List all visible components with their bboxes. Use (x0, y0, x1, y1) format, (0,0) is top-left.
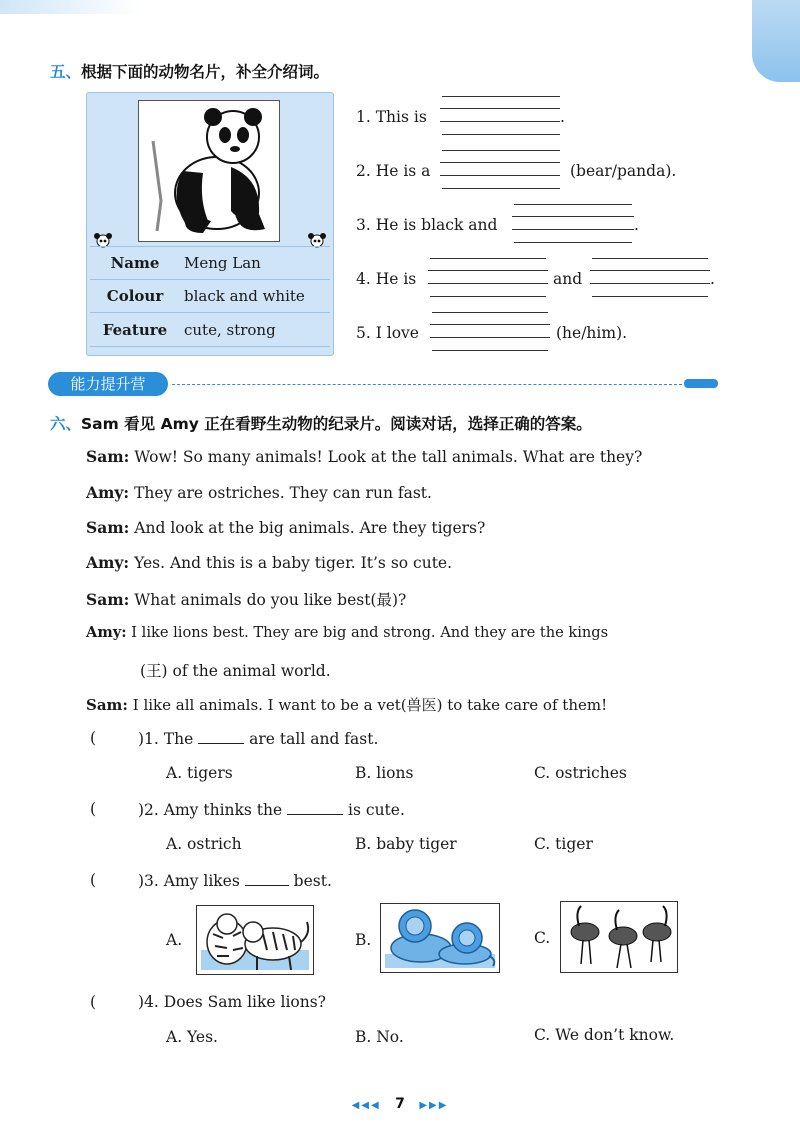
card-value: cute, strong (184, 321, 276, 339)
option-b[interactable]: B. (355, 931, 372, 949)
answer-line (428, 270, 548, 271)
answer-line (442, 150, 560, 151)
dialogue-text: What animals do you like best(最)? (134, 591, 407, 609)
pencil-icon (684, 379, 718, 388)
answer-line (442, 134, 560, 135)
dialogue-continuation: (王) of the animal world. (140, 662, 331, 680)
answer-line (592, 296, 708, 297)
card-label: Name (110, 254, 160, 272)
question-text: best. (293, 872, 332, 890)
answer-line[interactable] (590, 283, 710, 284)
question-1 (138, 729, 378, 748)
section6-title-text: Sam 看见 Amy 正在看野生动物的纪录片。阅读对话，选择正确的答案。 (81, 415, 592, 433)
speaker: Sam: (86, 518, 130, 537)
sentence-2 (356, 162, 430, 180)
option-b[interactable]: B. No. (355, 1028, 404, 1046)
answer-line[interactable] (430, 337, 550, 338)
page-number: 7 (395, 1096, 405, 1112)
question-text: are tall and fast. (249, 730, 379, 748)
sentence-hint: (bear/panda). (570, 162, 677, 180)
sentence-3 (356, 216, 497, 234)
question-blank (198, 729, 244, 744)
question-4 (138, 993, 326, 1011)
answer-line (440, 162, 560, 163)
dialogue-line (86, 483, 432, 502)
sentence-punct: . (710, 270, 715, 288)
answer-bracket[interactable]: ( (90, 871, 97, 889)
dialogue-text: And look at the big animals. Are they tigers? (134, 519, 486, 537)
sentence-text: 4. He is (356, 270, 417, 288)
card-row-name (90, 246, 330, 280)
answer-line (442, 96, 560, 97)
speaker: Sam: (86, 696, 128, 714)
answer-line[interactable] (440, 175, 560, 176)
answer-line (432, 312, 548, 313)
answer-line (514, 204, 632, 205)
question-2 (138, 800, 405, 819)
question-blank (245, 871, 289, 886)
dialogue-line (86, 447, 642, 466)
speaker: Sam: (86, 447, 130, 466)
ostriches-picture[interactable] (560, 901, 678, 973)
answer-line (430, 324, 550, 325)
section5-title-text: 根据下面的动物名片，补全介绍词。 (81, 63, 330, 81)
option-a[interactable]: A. ostrich (166, 835, 242, 853)
dialogue-text: I like all animals. I want to be a vet(兽医) to take care of them! (132, 696, 608, 714)
corner-tab (752, 0, 800, 82)
answer-line (430, 296, 546, 297)
option-c[interactable]: C. We don’t know. (534, 1026, 675, 1044)
answer-line[interactable] (428, 283, 548, 284)
ability-banner: 能力提升营 (48, 372, 168, 396)
card-value: black and white (184, 287, 305, 305)
answer-line (592, 258, 708, 259)
sentence-text: 3. He is black and (356, 216, 498, 234)
dialogue-text: I like lions best. They are big and strong. And they are the kings (131, 624, 609, 641)
answer-line (514, 242, 632, 243)
card-value: Meng Lan (184, 254, 261, 272)
question-text: Amy likes (163, 872, 240, 890)
speaker: Amy: (86, 553, 130, 572)
dialogue-line (86, 518, 485, 537)
question-number: )1. (138, 730, 159, 748)
section6-number: 六、 (50, 415, 82, 433)
page-footer (0, 1096, 800, 1112)
answer-line (590, 270, 710, 271)
right-arrows-icon: ▶▶▶ (419, 1100, 449, 1111)
speaker: Sam: (86, 590, 130, 609)
question-text: The (163, 730, 194, 748)
sentence-text: 2. He is a (356, 162, 431, 180)
dialogue-text: They are ostriches. They can run fast. (134, 484, 432, 502)
option-c[interactable]: C. ostriches (534, 764, 627, 782)
option-b[interactable]: B. lions (355, 764, 414, 782)
card-label: Colour (106, 287, 164, 305)
answer-bracket[interactable]: ( (90, 993, 97, 1011)
speaker: Amy: (86, 624, 127, 641)
dialogue-line (86, 553, 452, 572)
question-text: Amy thinks the (163, 801, 283, 819)
card-row-colour (90, 280, 330, 313)
option-a[interactable]: A. (166, 931, 183, 949)
option-b[interactable]: B. baby tiger (355, 835, 457, 853)
sentence-text: 1. This is (356, 108, 427, 126)
card-label: Feature (102, 321, 168, 339)
answer-line (512, 216, 634, 217)
sentence-punct: . (560, 108, 565, 126)
dialogue-line (86, 588, 406, 610)
answer-line[interactable] (440, 121, 560, 122)
question-number: )2. (138, 801, 159, 819)
sentence-1 (356, 108, 427, 126)
dialogue-line (86, 624, 608, 641)
section5-title (50, 60, 329, 82)
answer-line[interactable] (512, 229, 634, 230)
question-3 (138, 871, 332, 890)
answer-line (440, 108, 560, 109)
sentence-4 (356, 270, 416, 288)
question-text: is cute. (348, 801, 405, 819)
option-c[interactable]: C. tiger (534, 835, 593, 853)
sentence-text: and (553, 270, 583, 288)
section5-number: 五、 (50, 63, 82, 81)
option-c[interactable]: C. (534, 929, 551, 947)
question-blank (287, 800, 343, 815)
card-row-feature (90, 314, 330, 347)
option-a[interactable]: A. Yes. (166, 1028, 218, 1046)
answer-bracket[interactable]: ( (90, 800, 97, 818)
speaker: Amy: (86, 483, 130, 502)
answer-line (432, 350, 548, 351)
sentence-hint: (he/him). (556, 324, 628, 342)
dialogue-text: Wow! So many animals! Look at the tall animals. What are they? (134, 448, 643, 466)
panda-picture (138, 100, 280, 242)
sentence-5 (356, 324, 419, 342)
sentence-text: 5. I love (356, 324, 419, 342)
question-number: )4. (138, 993, 159, 1011)
left-arrows-icon: ◀◀◀ (351, 1100, 381, 1111)
question-text: Does Sam like lions? (163, 993, 326, 1011)
answer-line (430, 258, 546, 259)
top-decoration (0, 0, 140, 14)
dialogue-line (86, 694, 607, 715)
answer-line (442, 188, 560, 189)
banner-divider (172, 384, 682, 385)
option-a[interactable]: A. tigers (166, 764, 233, 782)
answer-bracket[interactable]: ( (90, 729, 97, 747)
lions-picture[interactable] (380, 903, 500, 973)
section6-title (50, 412, 592, 434)
dialogue-text: Yes. And this is a baby tiger. It’s so cute. (134, 554, 453, 572)
tigers-picture[interactable] (196, 905, 314, 975)
sentence-punct: . (634, 216, 639, 234)
question-number: )3. (138, 872, 159, 890)
